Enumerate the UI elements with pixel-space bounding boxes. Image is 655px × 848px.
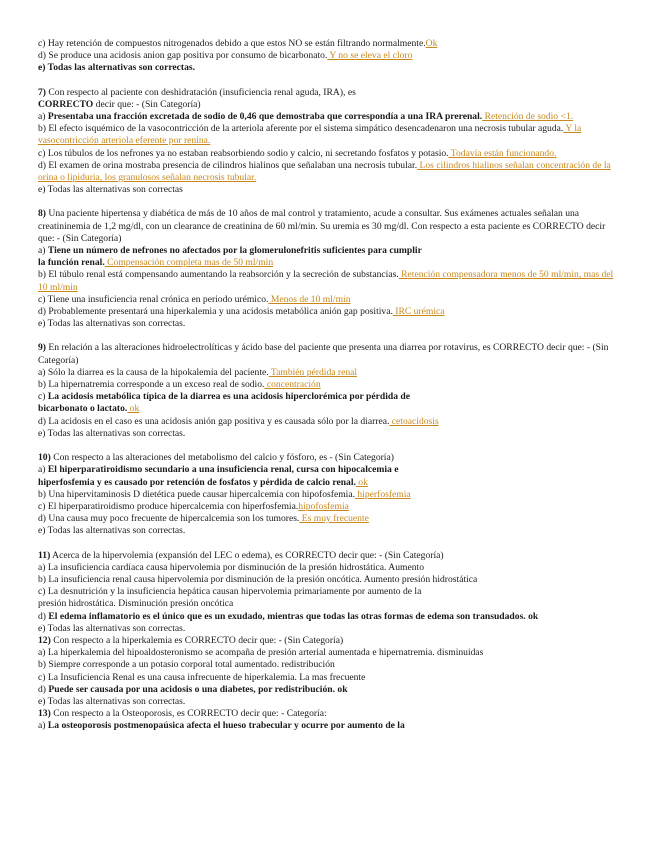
option-e [38,623,618,635]
annotation-note[interactable]: Ok [425,38,438,49]
option-a [38,111,618,123]
option-text: b) Siempre corresponde a un potasio corporal total aumentado. redistribución [38,659,335,671]
option-text: b) Una hipervitaminosis D dietética puede causar hipercalcemia con hipofosfemia. [38,488,356,500]
question-13-stem [38,708,618,720]
option-b [38,123,618,147]
question-number: 8) [38,208,46,220]
correct-answer: hiperfosfemia y es causado por retención de fosfatos y pérdida de calcio renal. [38,476,356,488]
option-letter: a) [38,111,48,123]
option-text: b) La hipernatremia corresponde a un exceso real de sodio. [38,379,265,391]
option-e [38,525,618,537]
option-letter: d) [38,683,49,695]
annotation-note[interactable]: cetoacidosis [389,415,439,427]
option-a [38,367,618,379]
option-a [38,562,618,574]
annotation-note[interactable]: Retención compensadora menos de 50 ml/min, mas del 10 ml/min [38,269,614,293]
annotation-note[interactable]: Compensación completa mas de 50 ml/min [104,257,274,269]
option-text: a) La insuficiencia cardíaca causa hipervolemia por disminución de la presión hidrostática. Aumento [38,561,425,573]
question-number: 9) [38,342,46,354]
option-text: e) Todas las alternativas son correctas. [38,427,186,439]
question-text: Una paciente hipertensa y diabética de más de 10 años de mal control y tratamiento, acude a consultar. Sus exámenes actuales señalan una creatininemia de 1,2 mg/dl, con un clearance de creatinina de 60 ml/min. Su uremia es 30 mg/dl. Con respecto a esta paciente es CORRECTO decir que: - (Sin Categoría) [38,208,606,244]
option-text: b) El efecto isquémico de la vasocontricción de la arteriola aferente por el sistema simpático desencadenaron una necrosis tubular aguda. [38,123,564,135]
correct-answer: El hiperparatiroidismo secundario a una insuficiencia renal, cursa con hipocalcemia e [47,464,399,476]
option-d [38,684,618,696]
annotation-note[interactable]: Retención de sodio <1. [482,111,574,123]
question-11-stem [38,550,618,562]
option-text: e) Todas las alternativas son correctas [38,184,183,196]
question-number: 11) [38,549,51,561]
option-text: presión hidrostática. Disminución presión oncótica [38,598,234,610]
question-text: Con respecto a las alteraciones del metabolismo del calcio y fósforo, es - (Sin Categoría) [50,452,394,464]
option-letter: a) [38,245,48,257]
option-text: c) El hiperparatiroidismo produce hipercalcemia con hiperfosfemia. [38,500,299,512]
option-d [38,50,618,62]
option-c [38,294,618,306]
emphasis: CORRECTO [38,98,94,110]
option-letter: a) [38,720,48,732]
question-number: 10) [38,452,51,464]
option-letter: d) [38,610,49,622]
option-text: c) Los túbulos de los nefrones ya no estaban reabsorbiendo sodio y calcio, ni secretando fosfatos y potasio. [38,147,449,159]
annotation-note[interactable]: Y la vasocontricción arteriola eferente por renina. [38,123,582,147]
option-b [38,269,618,293]
option-d [38,611,618,623]
option-c-cont [38,598,618,610]
question-12-stem [38,635,618,647]
annotation-note[interactable]: ok [127,403,140,415]
option-c [38,672,618,684]
option-d [38,160,618,184]
option-a [38,464,618,476]
option-d [38,513,618,525]
question-text: Con respecto al paciente con deshidratación (insuficiencia renal aguda, IRA), es [46,86,356,98]
option-text: e) Todas las alternativas son correctas. [38,622,186,634]
option-text: e) Todas las alternativas son correctas. [38,318,186,330]
option-e [38,62,618,74]
option-b [38,659,618,671]
option-text: c) Hay retención de compuestos nitrogenados debido a que estos NO se están filtrando normalmente. [38,38,426,49]
question-text: decir que: - (Sin Categoría) [93,98,201,110]
option-c [38,586,618,598]
question-9-stem [38,342,618,366]
annotation-note[interactable]: Menos de 10 ml/min [268,293,351,305]
option-text: d) El examen de orina mostraba presencia de cilindros hialinos que señalaban una necrosis tubular. [38,159,418,171]
option-c [38,501,618,513]
option-text: d) Se produce una acidosis anion gap positiva por consumo de bicarbonato. [38,50,328,62]
question-7-stem [38,87,618,99]
option-b [38,379,618,391]
annotation-note[interactable]: concentración [264,379,321,391]
annotation-note[interactable]: IRC urémica [392,306,445,318]
correct-answer: e) Todas las alternativas son correctas. [38,62,196,74]
correct-answer: La acidosis metabólica típica de la diarrea es una acidosis hiperclorémica por pérdida de [47,391,411,403]
option-text: c) La desnutrición y la insuficiencia hepática causan hipervolemia primariamente por aumento de la [38,586,422,598]
annotation-note[interactable]: hipofosfemia [298,500,349,512]
annotation-note[interactable]: También pérdida renal [268,366,358,378]
option-text: d) La acidosis en el caso es una acidosis anión gap positiva y es causada sólo por la diarrea. [38,415,390,427]
option-a-cont [38,477,618,489]
option-c [38,148,618,160]
question-text: En relación a las alteraciones hidroelectrolíticas y ácido base del paciente que presenta una diarrea por rotavirus, es CORRECTO decir que: - (Sin Categoría) [38,342,609,366]
correct-answer: bicarbonato o lactato. [38,403,128,415]
question-text: Con respecto a la Osteoporosis, es CORRECTO decir que: - Categoría: [50,708,327,720]
option-d [38,306,618,318]
option-text: a) Sólo la diarrea es la causa de la hipokalemia del paciente. [38,366,269,378]
option-a-cont [38,257,618,269]
correct-answer: La osteoporosis postmenopaúsica afecta el hueso trabecular y ocurre por aumento de la [47,720,405,732]
option-b [38,574,618,586]
option-text: e) Todas las alternativas son correctas. [38,695,186,707]
option-c [38,391,618,403]
option-text: c) La Insuficiencia Renal es una causa infrecuente de hiperkalemia. La mas frecuente [38,671,366,683]
option-e [38,696,618,708]
option-text: a) La hiperkalemia del hipoaldosteronismo se acompaña de presión arterial aumentada e hipernatremia. disminuidas [38,647,484,659]
option-text: d) Probablemente presentará una hiperkalemia y una acidosis metabólica anión gap positiva. [38,306,393,318]
question-number: 7) [38,86,46,98]
correct-answer: Presentaba una fracción excretada de sodio de 0,46 que demostraba que correspondía a una IRA prerenal. [47,111,483,123]
correct-answer: Puede ser causada por una acidosis o una diabetes, por redistribución. ok [48,683,348,695]
option-a [38,647,618,659]
option-text: b) El túbulo renal está compensando aumentando la reabsorción y la secreción de substancias. [38,269,399,281]
annotation-note[interactable]: Todavía están funcionando. [448,147,557,159]
question-text: Con respecto a la hiperkalemia es CORRECTO decir que: - (Sin Categoría) [50,634,344,646]
question-number: 12) [38,634,51,646]
annotation-note[interactable]: Y no se eleva el cloro [327,50,413,62]
option-e [38,428,618,440]
option-c-cont [38,403,618,415]
question-text: Acerca de la hipervolemia (expansión del LEC o edema), es CORRECTO decir que: - (Sin Categoría) [50,549,444,561]
correct-answer: la función renal. [38,257,105,269]
option-c [38,38,618,50]
option-letter: a) [38,464,48,476]
option-d [38,416,618,428]
document-page [38,38,618,733]
annotation-note[interactable]: ok [355,476,368,488]
option-letter: c) [38,391,48,403]
question-number: 13) [38,708,51,720]
annotation-note[interactable]: Los cilindros hialinos señalan concentración de la orina o lipiduria, los granulosos señalan necrosis tubular. [38,159,611,184]
correct-answer: Tiene un número de nefrones no afectados por la glomerulonefritis suficientes para cumplir [47,245,422,257]
option-e [38,184,618,196]
option-a [38,245,618,257]
correct-answer: El edema inflamatorio es el único que es un exudado, mientras que todas las otras formas de edema son transudados. ok [48,610,539,622]
question-8-stem [38,208,618,245]
option-e [38,318,618,330]
option-text: d) Una causa muy poco frecuente de hipercalcemia son los tumores. [38,513,300,525]
option-b [38,489,618,501]
option-a [38,720,618,732]
question-10-stem [38,452,618,464]
question-7-stem-cont [38,99,618,111]
option-text: c) Tiene una insuficiencia renal crónica en periodo urémico. [38,293,269,305]
annotation-note[interactable]: Es muy frecuente [299,513,369,525]
option-text: e) Todas las alternativas son correctas. [38,525,186,537]
annotation-note[interactable]: hiperfosfemia [355,488,411,500]
option-text: b) La insuficiencia renal causa hipervolemia por disminución de la presión oncótica. Aumento presión hidrostática [38,573,478,585]
